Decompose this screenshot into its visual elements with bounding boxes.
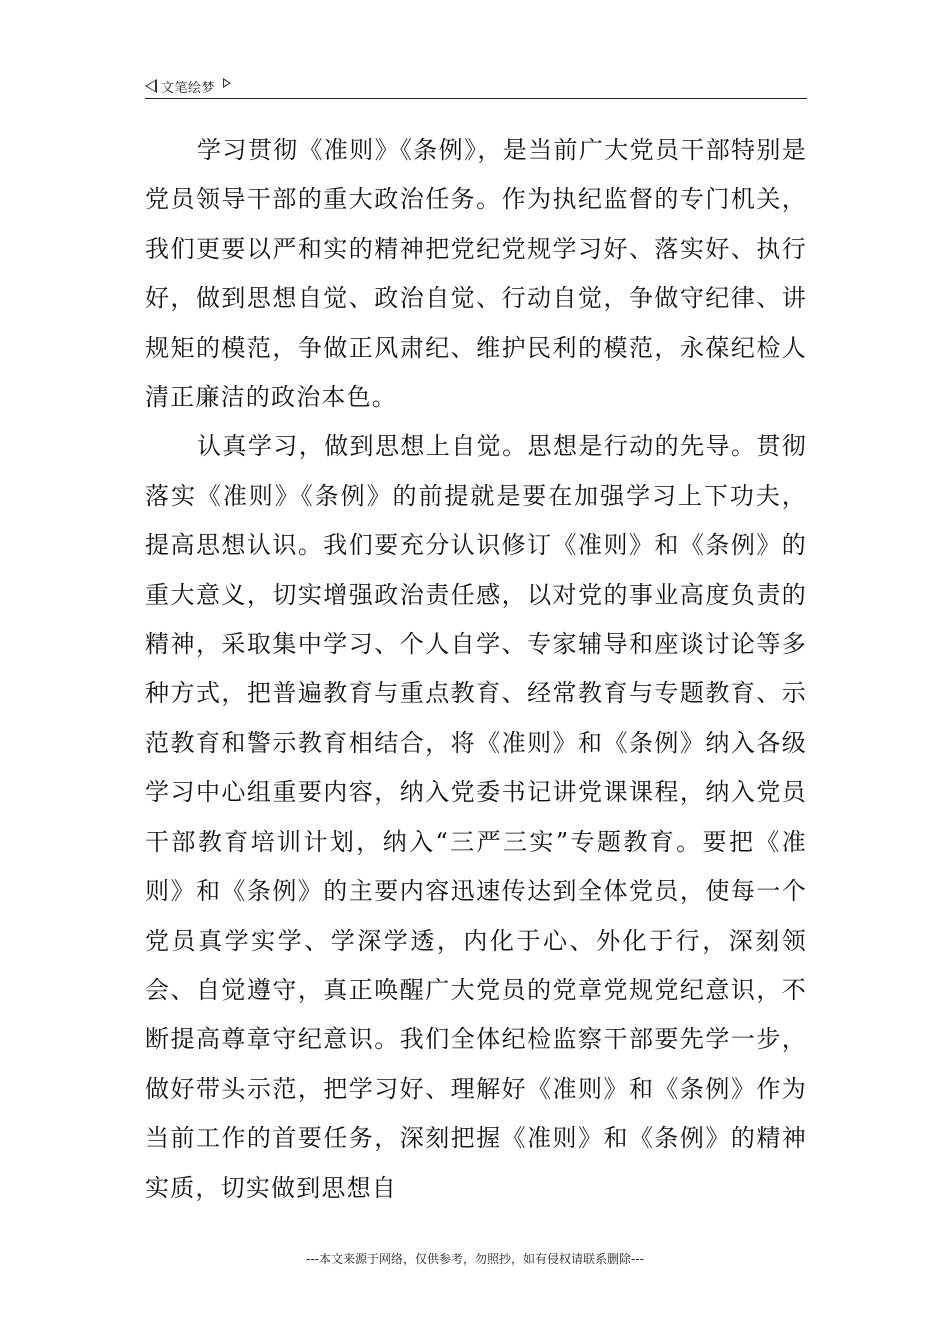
page-header	[145, 74, 807, 99]
paragraph-2: 认真学习，做到思想上自觉。思想是行动的先导。贯彻落实《准则》《条例》的前提就是要在加强学习上下功夫，提高思想认识。我们要充分认识修订《准则》和《条例》的重大意义，切实增强政治责任感，以对党的事业高度负责的精神，采取集中学习、个人自学、专家辅导和座谈讨论等多种方式，把普遍教育与重点教育、经常教育与专题教育、示范教育和警示教育相结合，将《准则》和《条例》纳入各级学习中心组重要内容，纳入党委书记讲党课课程，纳入党员干部教育培训计划，纳入“三严三实”专题教育。要把《准则》和《条例》的主要内容迅速传达到全体党员，使每一个党员真学实学、学深学透，内化于心、外化于行，深刻领会、自觉遵守，真正唤醒广大党员的党章党规党纪意识，不断提高尊章守纪意识。我们全体纪检监察干部要先学一步，做好带头示范，把学习好、理解好《准则》和《条例》作为当前工作的首要任务，深刻把握《准则》和《条例》的精神实质，切实做到思想自	[145, 432, 807, 1202]
paragraph-1: 学习贯彻《准则》《条例》，是当前广大党员干部特别是党员领导干部的重大政治任务。作为执纪监督的专门机关，我们更要以严和实的精神把党纪党规学习好、落实好、执行好，做到思想自觉、政治自觉、行动自觉，争做守纪律、讲规矩的模范，争做正风肃纪、维护民利的模范，永葆纪检人清正廉洁的政治本色。	[145, 136, 807, 412]
footer-disclaimer: ---本文来源于网络，仅供参考，勿照抄，如有侵权请联系删除---	[306, 1252, 644, 1266]
header-title: 文笔绘梦	[161, 80, 216, 96]
triangle-right-icon	[223, 78, 231, 88]
triangle-left-icon	[145, 79, 157, 93]
document-body	[145, 126, 807, 1213]
